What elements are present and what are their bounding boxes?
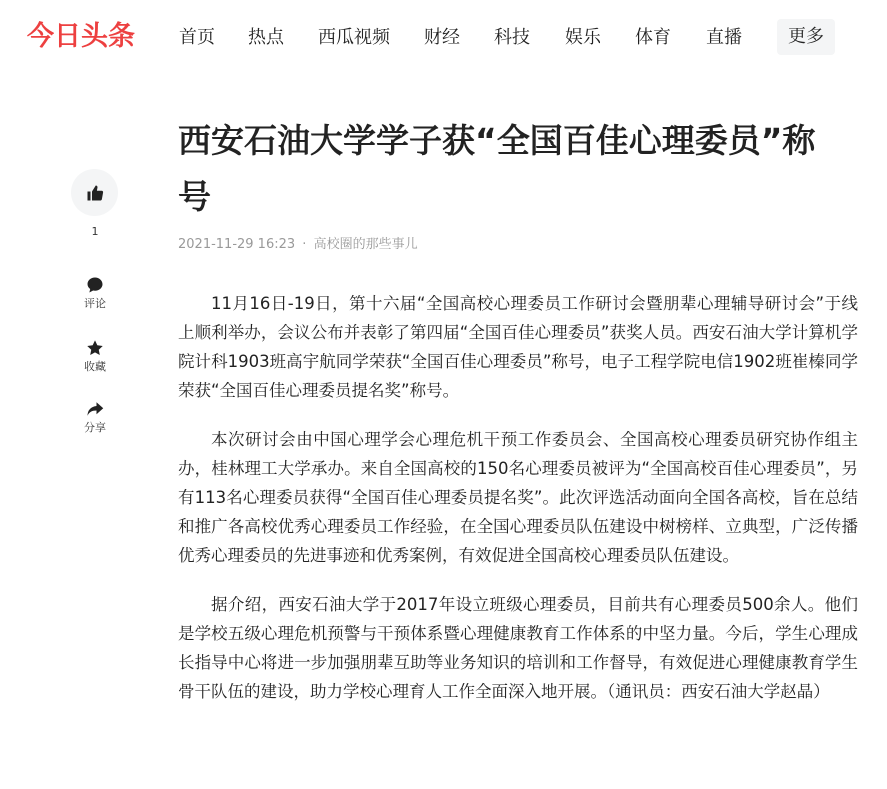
article-meta: [178, 236, 418, 254]
more-button[interactable]: 更多: [777, 19, 835, 55]
site-logo[interactable]: 今日头条: [27, 21, 135, 52]
article-paragraph: 11月16日-19日，第十六届“全国高校心理委员工作研讨会暨朋辈心理辅导研讨会”于线上顺利举办，会议公布并表彰了第四届“全国百佳心理委员”获奖人员。西安石油大学计算机学院计科1903班高宇航同学荣获“全国百佳心理委员”称号，电子工程学院电信1902班崔榛同学荣获“全国百佳心理委员提名奖”称号。: [178, 294, 858, 400]
nav-home[interactable]: 首页: [179, 27, 215, 48]
top-header: [0, 0, 887, 76]
nav-entertainment[interactable]: 娱乐: [565, 27, 601, 48]
article-paragraph: 据介绍，西安石油大学于2017年设立班级心理委员，目前共有心理委员500余人。他们是学校五级心理危机预警与干预体系暨心理健康教育工作体系的中坚力量。今后，学生心理成长指导中心将进一步加强朋辈互助等业务知识的培训和工作督导，有效促进心理健康教育学生骨干队伍的建设，助力学校心理育人工作全面深入地开展。（通讯员：西安石油大学赵晶）: [178, 595, 858, 701]
publish-time: 2021-11-29 16:23: [178, 237, 296, 252]
nav-tech[interactable]: 科技: [494, 27, 530, 48]
nav-sports[interactable]: 体育: [635, 27, 671, 48]
meta-separator: ·: [302, 237, 307, 252]
thumbs-up-icon: [86, 184, 104, 202]
star-icon: [86, 339, 104, 357]
nav-live[interactable]: 直播: [706, 27, 742, 48]
like-count: 1: [91, 225, 99, 238]
nav-xigua-video[interactable]: 西瓜视频: [318, 27, 390, 48]
nav-finance[interactable]: 财经: [424, 27, 460, 48]
like-button[interactable]: [71, 169, 118, 216]
share-button[interactable]: [70, 400, 120, 435]
favorite-button[interactable]: [70, 339, 120, 374]
comment-button[interactable]: [70, 276, 120, 311]
comment-label: 评论: [84, 297, 106, 310]
article-paragraph: 本次研讨会由中国心理学会心理危机干预工作委员会、全国高校心理委员研究协作组主办，桂林理工大学承办。来自全国高校的150名心理委员被评为“全国高校百佳心理委员”，另有113名心理委员获得“全国百佳心理委员提名奖”。此次评选活动面向全国各高校，旨在总结和推广各高校优秀心理委员工作经验，在全国心理委员队伍建设中树榜样、立典型，广泛传播优秀心理委员的先进事迹和优秀案例，有效促进全国高校心理委员队伍建设。: [178, 430, 858, 565]
article-body: [178, 289, 858, 726]
favorite-label: 收藏: [84, 360, 106, 373]
comment-icon: [86, 276, 104, 294]
article-title: 西安石油大学学子获“全国百佳心理委员”称号: [178, 121, 816, 216]
share-label: 分享: [84, 421, 106, 434]
article-source[interactable]: 高校圈的那些事儿: [313, 237, 418, 252]
share-icon: [86, 400, 104, 418]
nav-hot[interactable]: 热点: [248, 27, 284, 48]
